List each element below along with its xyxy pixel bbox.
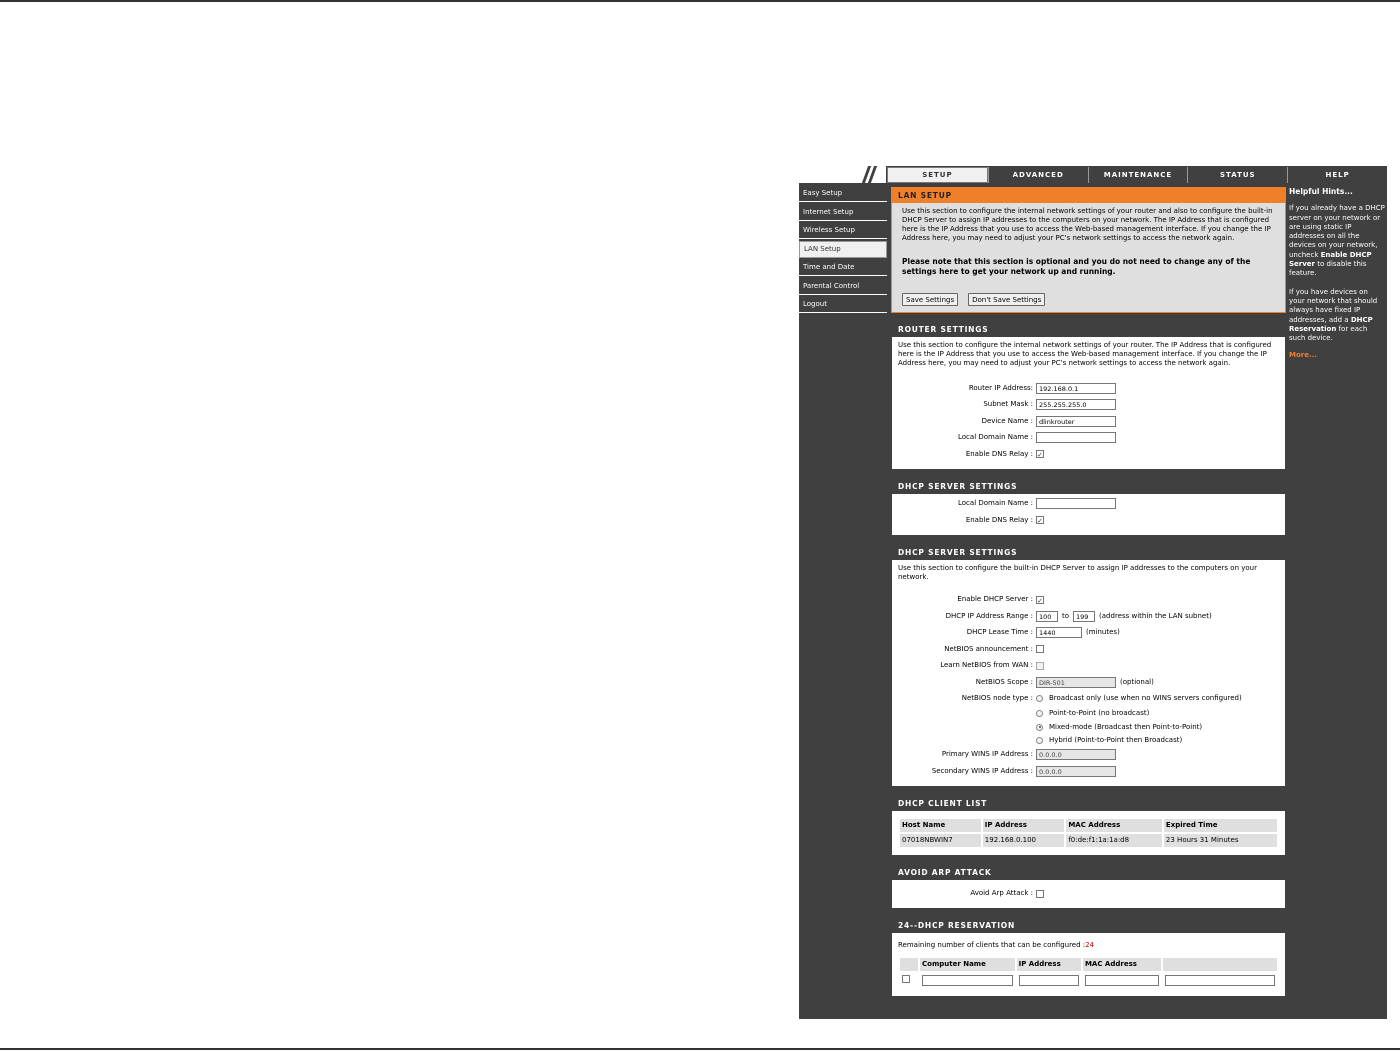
brand-logo [799, 166, 887, 183]
reservation-select[interactable] [1165, 975, 1275, 986]
sidebar-item-easy-setup[interactable]: Easy Setup [799, 185, 887, 202]
learn-netbios-checkbox[interactable] [1036, 662, 1044, 670]
dns-relay-checkbox[interactable]: ✓ [1037, 451, 1043, 460]
remaining-clients-text [898, 941, 1279, 950]
table-row [900, 834, 1277, 847]
column-header: MAC Address [1083, 958, 1161, 971]
device-name-field[interactable]: dlinkrouter [1036, 416, 1116, 427]
hint-emphasis: Enable DHCP Server [1289, 250, 1372, 269]
lan-setup-description: Use this section to configure the internal network settings of your router and also to configure the built-in DHCP Server to assign IP addresses to the computers on your network. The IP Address that is configured here is the IP Address that you use to access the Web-based management interface. If you change the IP Address here, you may need to adjust your PC's network settings to access the network again. [902, 207, 1273, 242]
subnet-mask-label: Subnet Mask : [983, 400, 1033, 409]
dhcp-reservation-panel [891, 917, 1286, 997]
panel-title: DHCP SERVER SETTINGS [892, 545, 1285, 560]
column-header: IP Address [983, 819, 1065, 832]
column-header [900, 958, 918, 971]
reservation-table [898, 956, 1279, 990]
sidebar-item-logout[interactable]: Logout [799, 296, 887, 313]
tab-setup[interactable]: SETUP [887, 167, 988, 183]
node-p2p-label: Point-to-Point (no broadcast) [1049, 708, 1150, 717]
hint-text: to disable this feature. [1289, 260, 1367, 278]
local-domain-label: Local Domain Name : [958, 499, 1033, 508]
hint-paragraph-1 [1289, 204, 1385, 278]
node-p2p-radio[interactable] [1036, 710, 1043, 717]
reservation-mac-field[interactable] [1085, 975, 1159, 986]
sidebar-item-time-and-date[interactable]: Time and Date [799, 259, 887, 276]
expired-time-cell: 23 Hours 31 Minutes [1164, 834, 1277, 847]
helpful-hints [1289, 187, 1385, 361]
column-header: MAC Address [1066, 819, 1162, 832]
hint-paragraph-2 [1289, 288, 1385, 344]
avoid-arp-label: Avoid Arp Attack : [970, 889, 1033, 898]
dhcp-range-label: DHCP IP Address Range : [945, 611, 1033, 620]
mac-address-cell: f0:de:f1:1a:1a:d8 [1066, 834, 1162, 847]
hint-emphasis: DHCP Reservation [1289, 315, 1373, 333]
top-nav [887, 167, 1387, 183]
enable-dhcp-checkbox[interactable]: ✓ [1037, 596, 1043, 605]
ip-address-cell: 192.168.0.100 [983, 834, 1065, 847]
panel-title: DHCP SERVER SETTINGS [892, 479, 1285, 494]
tab-help[interactable]: HELP [1287, 167, 1387, 183]
main-content [891, 187, 1286, 997]
router-ip-label: Router IP Address: [968, 383, 1033, 392]
tab-status[interactable]: STATUS [1187, 167, 1287, 183]
sidebar-item-lan-setup[interactable]: LAN Setup [799, 241, 887, 258]
router-settings-panel [891, 321, 1286, 470]
dhcp-client-list-panel [891, 795, 1286, 856]
primary-wins-label: Primary WINS IP Address : [941, 750, 1033, 759]
primary-wins-field[interactable]: 0.0.0.0 [1036, 749, 1116, 760]
dhcp-description: Use this section to configure the built-in DHCP Server to assign IP addresses to the computers on your network. [898, 563, 1257, 581]
more-link[interactable]: More... [1289, 351, 1317, 360]
optional-note: Please note that this section is optional and you do not need to change any of the settings here to get your network up and running. [902, 257, 1251, 276]
router-settings-description: Use this section to configure the internal network settings of your router. The IP Address that is configured here is the IP Address that you use to access the Web-based management interface. If you change the IP Address here, you may need to adjust your PC's network settings to access the network again. [898, 341, 1272, 367]
lease-time-label: DHCP Lease Time : [966, 628, 1033, 637]
panel-title: LAN SETUP [892, 188, 1285, 203]
netbios-announce-checkbox[interactable] [1036, 645, 1044, 653]
secondary-wins-label: Secondary WINS IP Address : [931, 766, 1033, 775]
lease-unit: (minutes) [1086, 628, 1120, 637]
local-domain-field[interactable] [1036, 432, 1116, 443]
range-note: (address within the LAN subnet) [1099, 611, 1212, 620]
avoid-arp-panel [891, 864, 1286, 910]
bottom-rule [0, 1048, 1400, 1050]
sidebar [799, 185, 887, 315]
node-broadcast-label: Broadcast only (use when no WINS servers configured) [1049, 693, 1242, 702]
dns-relay-checkbox[interactable]: ✓ [1037, 517, 1043, 526]
hints-title: Helpful Hints... [1289, 187, 1353, 196]
column-header: IP Address [1017, 958, 1081, 971]
dhcp-server-settings-panel-1 [891, 478, 1286, 536]
panel-title: ROUTER SETTINGS [892, 322, 1285, 337]
column-header: Expired Time [1164, 819, 1277, 832]
netbios-scope-label: NetBIOS Scope : [975, 677, 1033, 686]
tab-advanced[interactable]: ADVANCED [988, 167, 1088, 183]
lan-setup-panel [891, 187, 1286, 313]
secondary-wins-field[interactable]: 0.0.0.0 [1036, 766, 1116, 777]
panel-title: DHCP CLIENT LIST [892, 796, 1285, 811]
node-broadcast-radio[interactable] [1036, 695, 1043, 702]
sidebar-item-internet-setup[interactable]: Internet Setup [799, 204, 887, 221]
host-name-cell: 07018NBWIN7 [900, 834, 981, 847]
node-mixed-label: Mixed-mode (Broadcast then Point-to-Point) [1049, 722, 1203, 731]
computer-name-field[interactable] [922, 975, 1013, 986]
table-row [900, 973, 1277, 988]
router-screenshot [799, 166, 1387, 1019]
top-rule [0, 0, 1400, 2]
node-hybrid-label: Hybrid (Point-to-Point then Broadcast) [1049, 735, 1183, 744]
save-settings-button[interactable]: Save Settings [902, 293, 958, 306]
netbios-announce-label: NetBIOS announcement : [944, 644, 1033, 653]
column-header: Host Name [900, 819, 981, 832]
tab-maintenance[interactable]: MAINTENANCE [1088, 167, 1188, 183]
reservation-ip-field[interactable] [1019, 975, 1079, 986]
node-hybrid-radio[interactable] [1036, 737, 1043, 744]
dont-save-settings-button[interactable]: Don't Save Settings [968, 293, 1045, 306]
hint-text: If you have devices on your network that should always have fixed IP addresses, add a [1289, 287, 1378, 324]
client-table [898, 817, 1279, 849]
router-ip-field[interactable]: 192.168.0.1 [1036, 383, 1116, 394]
netbios-scope-field[interactable]: DIR-501 [1036, 677, 1116, 688]
learn-netbios-label: Learn NetBIOS from WAN : [940, 661, 1033, 670]
scope-note: (optional) [1120, 677, 1154, 686]
dns-relay-label: Enable DNS Relay : [965, 515, 1033, 524]
node-type-label: NetBIOS node type : [961, 693, 1033, 702]
hint-text: If you already have a DHCP server on your network or are using static IP addresses on all the devices on your network, uncheck [1289, 204, 1385, 259]
reservation-checkbox[interactable] [902, 975, 910, 983]
device-name-label: Device Name : [981, 416, 1033, 425]
column-header: Computer Name [920, 958, 1015, 971]
panel-title: 24--DHCP RESERVATION [892, 918, 1285, 933]
dhcp-server-settings-panel-2 [891, 544, 1286, 787]
avoid-arp-checkbox[interactable] [1036, 890, 1044, 898]
remaining-count: 24 [1085, 941, 1095, 949]
sidebar-item-parental-control[interactable]: Parental Control [799, 278, 887, 295]
subnet-mask-field[interactable]: 255.255.255.0 [1036, 399, 1116, 410]
local-domain-field[interactable] [1036, 498, 1116, 509]
lease-time-field[interactable]: 1440 [1036, 627, 1082, 638]
hint-text: for each such device. [1289, 324, 1368, 343]
node-mixed-radio[interactable] [1036, 724, 1043, 731]
panel-title: AVOID ARP ATTACK [892, 865, 1285, 880]
dns-relay-label: Enable DNS Relay : [965, 449, 1033, 458]
local-domain-label: Local Domain Name : [958, 433, 1033, 442]
range-to-label: to [1062, 611, 1070, 620]
range-end-field[interactable]: 199 [1073, 611, 1095, 622]
enable-dhcp-label: Enable DHCP Server : [957, 595, 1033, 604]
range-start-field[interactable]: 100 [1036, 611, 1058, 622]
sidebar-item-wireless-setup[interactable]: Wireless Setup [799, 222, 887, 239]
column-header [1163, 958, 1277, 971]
remaining-label: Remaining number of clients that can be configured : [898, 941, 1086, 949]
